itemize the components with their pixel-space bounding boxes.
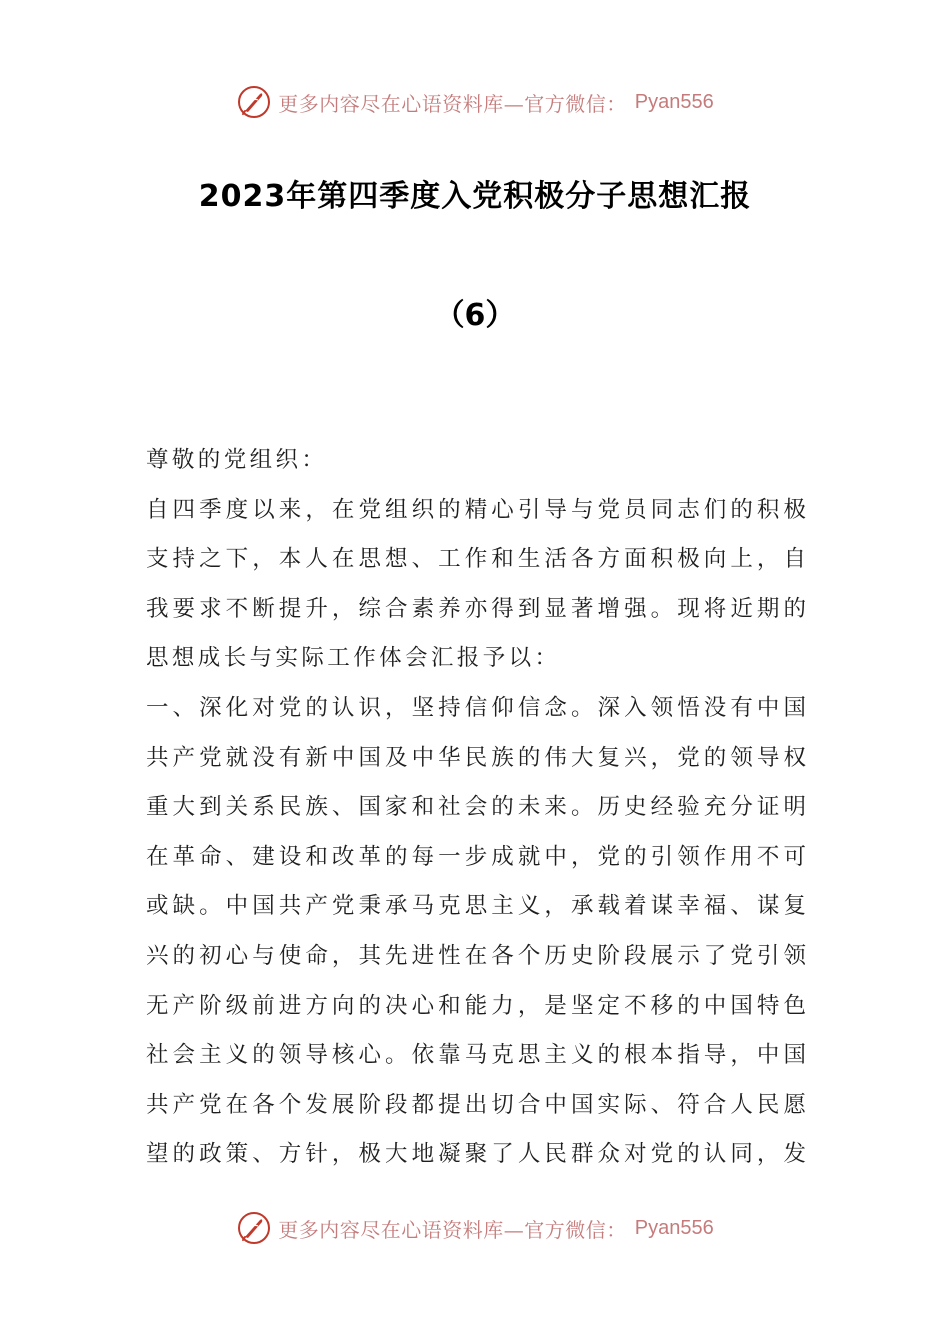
body-line: 无产阶级前进方向的决心和能力，是坚定不移的中国特色: [146, 992, 806, 1019]
banner-text: 更多内容尽在心语资料库—官方微信：: [278, 91, 627, 116]
body-line: 我要求不断提升，综合素养亦得到显著增强。现将近期的: [146, 595, 806, 622]
document-body: [146, 436, 806, 1180]
banner-wechat-id: Pyan556: [634, 90, 714, 113]
body-line: 兴的初心与使命，其先进性在各个历史阶段展示了党引领: [146, 942, 806, 969]
salutation-line: 尊敬的党组织：: [146, 447, 328, 473]
document-title: 2023年第四季度入党积极分子思想汇报: [198, 179, 752, 214]
body-line: 思想成长与实际工作体会汇报予以：: [146, 645, 561, 672]
body-line: 社会主义的领导核心。依靠马克思主义的根本指导，中国: [146, 1042, 806, 1069]
body-line: 支持之下，本人在思想、工作和生活各方面积极向上，自: [146, 546, 806, 573]
header-watermark-banner: [0, 82, 950, 122]
body-line: 或缺。中国共产党秉承马克思主义，承载着谋幸福、谋复: [146, 893, 806, 920]
body-line: 自四季度以来，在党组织的精心引导与党员同志们的积极: [146, 496, 806, 523]
body-line: 一、深化对党的认识，坚持信仰信念。深入领悟没有中国: [146, 694, 806, 721]
document-subtitle: （6）: [434, 298, 516, 333]
body-line: 望的政策、方针，极大地凝聚了人民群众对党的认同，发: [146, 1141, 806, 1168]
quill-pen-icon: [236, 84, 272, 120]
body-line: 共产党在各个发展阶段都提出切合中国实际、符合人民愿: [146, 1091, 806, 1118]
body-line: 重大到关系民族、国家和社会的未来。历史经验充分证明: [146, 794, 806, 821]
quill-pen-icon: [236, 1210, 272, 1246]
body-line: 共产党就没有新中国及中华民族的伟大复兴，党的领导权: [146, 744, 806, 771]
banner-wechat-id: Pyan556: [634, 1216, 714, 1239]
footer-watermark-banner: [0, 1208, 950, 1248]
body-line: 在革命、建设和改革的每一步成就中，党的引领作用不可: [146, 843, 806, 870]
banner-text: 更多内容尽在心语资料库—官方微信：: [278, 1217, 627, 1242]
